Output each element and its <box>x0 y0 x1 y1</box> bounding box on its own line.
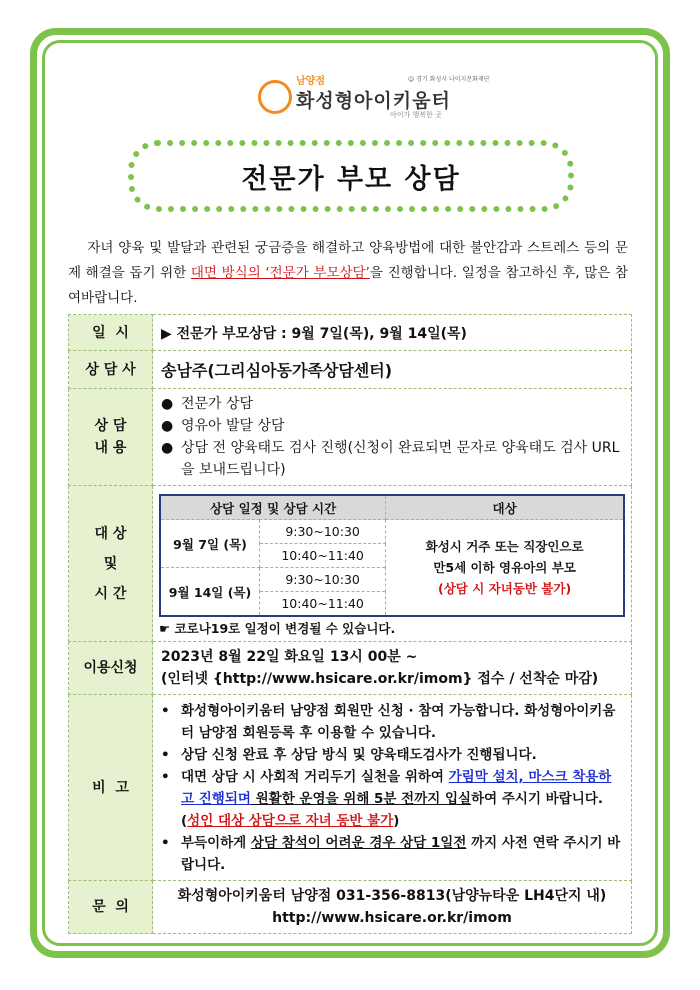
remark-item: • 부득이하게 상담 참석이 어려운 경우 상담 1일전 까지 사전 연락 주시기 바랍니다. <box>161 834 621 873</box>
row-date <box>69 315 632 351</box>
contact-phone: 화성형아이키움터 남양점 031-356-8813(남양뉴타운 LH4단지 내) <box>177 888 607 904</box>
row-remarks <box>69 695 632 881</box>
label-apply: 이용신청 <box>69 642 153 695</box>
value-apply <box>153 642 632 695</box>
row-counselor <box>69 351 632 389</box>
schedule-note: ☛ 코로나19로 일정이 변경될 수 있습니다. <box>159 621 396 636</box>
logo-branch: 남양점 <box>296 76 325 87</box>
schedule-header: 상담 일정 및 상담 시간 <box>160 495 386 520</box>
label-remarks: 비 고 <box>69 695 153 881</box>
schedule-day: 9월 7일 (목) <box>160 520 260 568</box>
schedule-table <box>159 494 625 617</box>
logo-tagline: 아이가 행복한 곳 <box>390 111 442 119</box>
page-title: 전문가 부모 상담 <box>241 163 461 195</box>
apply-date: 2023년 8월 22일 화요일 13시 00분 ~ <box>161 649 418 665</box>
smile-icon <box>258 80 292 114</box>
intro-paragraph <box>68 236 628 311</box>
content-item: ● 상담 전 양육태도 검사 진행(신청이 완료되면 문자로 양육태도 검사 URL을 보내드립니다) <box>161 440 620 478</box>
content-item: ● 영유아 발달 상담 <box>161 418 285 434</box>
schedule-time: 10:40~11:40 <box>260 544 386 568</box>
label-date: 일 시 <box>69 315 153 351</box>
value-content <box>153 389 632 486</box>
label-target: 대 상 및 시 간 <box>69 486 153 642</box>
target-header: 대상 <box>386 495 624 520</box>
title-box <box>128 140 574 212</box>
info-table <box>68 314 632 934</box>
content-item: ● 전문가 상담 <box>161 396 254 412</box>
intro-part1: 자녀 양육 및 발달과 관련된 궁금증을 해결하고 양육방법에 대한 불안감과 스트레스 등의 문제 해결을 돕기 위한 <box>68 240 628 281</box>
target-description: 화성시 거주 또는 직장인으로 만5세 이하 영유아의 부모 (상담 시 자녀동반 불가) <box>386 520 624 617</box>
row-content <box>69 389 632 486</box>
value-target <box>153 486 632 642</box>
row-target <box>69 486 632 642</box>
logo-name: 화성형아이키움터 <box>296 90 451 112</box>
label-counselor: 상 담 사 <box>69 351 153 389</box>
schedule-time: 10:40~11:40 <box>260 592 386 617</box>
value-remarks <box>153 695 632 881</box>
remark-item: • 화성형아이키움터 남양점 회원만 신청 · 참여 가능합니다. 화성형아이키움터 남양점 회원등록 후 이용할 수 있습니다. <box>161 702 616 741</box>
row-apply <box>69 642 632 695</box>
apply-link: (인터넷 {http://www.hsicare.or.kr/imom} 접수 / 선착순 마감) <box>161 671 599 687</box>
label-content: 상 담 내 용 <box>69 389 153 486</box>
intro-highlight: 대면 방식의 ‘전문가 부모상담’ <box>190 265 370 281</box>
remark-item: • 대면 상담 시 사회적 거리두기 실천을 위하여 가림막 설치, 마스크 착용하고 진행되며 원활한 운영을 위해 5분 전까지 입실하여 주시기 바랍니다. (성인 대상 상담으로 자녀 동반 불가) <box>161 768 612 829</box>
contact-url[interactable]: http://www.hsicare.or.kr/imom <box>272 910 512 926</box>
label-contact: 문 의 <box>69 881 153 934</box>
row-contact <box>69 881 632 934</box>
schedule-day: 9월 14일 (목) <box>160 568 260 617</box>
logo <box>258 70 490 122</box>
value-contact <box>153 881 632 934</box>
value-counselor: 송남주(그리심아동가족상담센터) <box>153 351 632 389</box>
schedule-time: 9:30~10:30 <box>260 568 386 592</box>
remark-item: • 상담 신청 완료 후 상담 방식 및 양육태도검사가 진행됩니다. <box>161 746 537 763</box>
value-date: ▶ 전문가 부모상담 : 9월 7일(목), 9월 14일(목) <box>153 315 632 351</box>
schedule-time: 9:30~10:30 <box>260 520 386 544</box>
logo-org: ☺ 경기 화성시 나이지문화재단 <box>408 76 490 83</box>
intro-part2: 을 진행합니다. 일정을 참고하신 후, 많은 참여바랍니다. <box>68 265 629 306</box>
